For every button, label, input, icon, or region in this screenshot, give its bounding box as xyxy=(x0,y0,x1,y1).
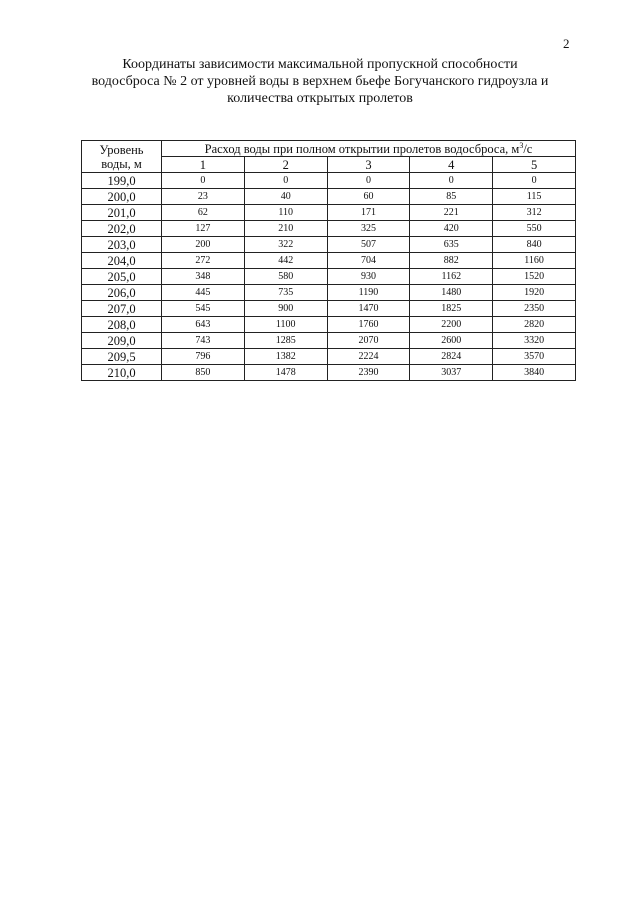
discharge-cell: 171 xyxy=(327,205,410,221)
discharge-cell: 930 xyxy=(327,269,410,285)
level-column-header xyxy=(82,141,162,173)
flow-header-superscript: 3 xyxy=(519,140,524,150)
discharge-cell: 3840 xyxy=(493,365,576,381)
table-row xyxy=(82,221,576,237)
title-line: водосброса № 2 от уровней воды в верхнем бьефе Богучанского гидроузла и xyxy=(91,74,549,89)
discharge-cell: 507 xyxy=(327,237,410,253)
flow-header-tail: /с xyxy=(523,141,533,156)
water-level-cell: 199,0 xyxy=(82,173,162,189)
table-row xyxy=(82,333,576,349)
discharge-cell: 1478 xyxy=(244,365,327,381)
flow-group-header xyxy=(162,141,576,157)
water-level-cell: 210,0 xyxy=(82,365,162,381)
discharge-cell: 1100 xyxy=(244,317,327,333)
table-row xyxy=(82,205,576,221)
discharge-cell: 1285 xyxy=(244,333,327,349)
discharge-cell: 580 xyxy=(244,269,327,285)
page-number: 2 xyxy=(563,36,570,51)
discharge-cell: 1160 xyxy=(493,253,576,269)
water-level-cell: 201,0 xyxy=(82,205,162,221)
discharge-cell: 0 xyxy=(244,173,327,189)
discharge-cell: 3320 xyxy=(493,333,576,349)
discharge-cell: 3037 xyxy=(410,365,493,381)
discharge-cell: 0 xyxy=(162,173,245,189)
discharge-cell: 0 xyxy=(327,173,410,189)
span-header-5: 5 xyxy=(493,157,576,173)
discharge-cell: 325 xyxy=(327,221,410,237)
water-level-cell: 208,0 xyxy=(82,317,162,333)
discharge-cell: 0 xyxy=(410,173,493,189)
flow-header-main: Расход воды при полном открытии пролетов водосброса, м xyxy=(204,141,520,156)
discharge-cell: 735 xyxy=(244,285,327,301)
discharge-cell: 0 xyxy=(493,173,576,189)
table-row xyxy=(82,253,576,269)
discharge-cell: 2200 xyxy=(410,317,493,333)
discharge-cell: 840 xyxy=(493,237,576,253)
discharge-cell: 796 xyxy=(162,349,245,365)
discharge-cell: 40 xyxy=(244,189,327,205)
discharge-cell: 442 xyxy=(244,253,327,269)
discharge-cell: 1382 xyxy=(244,349,327,365)
table-row xyxy=(82,365,576,381)
water-level-cell: 203,0 xyxy=(82,237,162,253)
discharge-cell: 60 xyxy=(327,189,410,205)
span-header-4: 4 xyxy=(410,157,493,173)
water-level-cell: 207,0 xyxy=(82,301,162,317)
title-line: Координаты зависимости максимальной пропускной способности xyxy=(122,57,518,72)
water-level-cell: 206,0 xyxy=(82,285,162,301)
water-level-cell: 209,5 xyxy=(82,349,162,365)
discharge-cell: 445 xyxy=(162,285,245,301)
water-level-cell: 204,0 xyxy=(82,253,162,269)
table-body xyxy=(82,173,576,381)
table-row xyxy=(82,269,576,285)
title-line: количества открытых пролетов xyxy=(227,91,413,106)
discharge-table xyxy=(81,140,576,381)
discharge-cell: 62 xyxy=(162,205,245,221)
discharge-cell: 2070 xyxy=(327,333,410,349)
water-level-cell: 200,0 xyxy=(82,189,162,205)
discharge-cell: 110 xyxy=(244,205,327,221)
discharge-cell: 1760 xyxy=(327,317,410,333)
document-title xyxy=(60,56,580,107)
discharge-cell: 2224 xyxy=(327,349,410,365)
table-row xyxy=(82,301,576,317)
discharge-cell: 2390 xyxy=(327,365,410,381)
discharge-cell: 210 xyxy=(244,221,327,237)
discharge-cell: 900 xyxy=(244,301,327,317)
discharge-cell: 221 xyxy=(410,205,493,221)
discharge-cell: 3570 xyxy=(493,349,576,365)
discharge-cell: 704 xyxy=(327,253,410,269)
discharge-cell: 420 xyxy=(410,221,493,237)
discharge-cell: 23 xyxy=(162,189,245,205)
discharge-cell: 1825 xyxy=(410,301,493,317)
discharge-cell: 312 xyxy=(493,205,576,221)
discharge-cell: 322 xyxy=(244,237,327,253)
table-row xyxy=(82,317,576,333)
discharge-cell: 85 xyxy=(410,189,493,205)
discharge-cell: 1190 xyxy=(327,285,410,301)
discharge-cell: 643 xyxy=(162,317,245,333)
table-row xyxy=(82,349,576,365)
table-row xyxy=(82,237,576,253)
discharge-cell: 200 xyxy=(162,237,245,253)
level-header-line1: Уровень xyxy=(99,142,144,157)
table-row xyxy=(82,173,576,189)
discharge-cell: 882 xyxy=(410,253,493,269)
water-level-cell: 209,0 xyxy=(82,333,162,349)
discharge-cell: 2820 xyxy=(493,317,576,333)
discharge-cell: 635 xyxy=(410,237,493,253)
discharge-cell: 2824 xyxy=(410,349,493,365)
discharge-cell: 1162 xyxy=(410,269,493,285)
discharge-cell: 850 xyxy=(162,365,245,381)
discharge-cell: 1470 xyxy=(327,301,410,317)
discharge-cell: 550 xyxy=(493,221,576,237)
table-row xyxy=(82,189,576,205)
level-header-line2: воды, м xyxy=(101,156,142,171)
span-header-2: 2 xyxy=(244,157,327,173)
discharge-cell: 2350 xyxy=(493,301,576,317)
discharge-cell: 2600 xyxy=(410,333,493,349)
discharge-cell: 1920 xyxy=(493,285,576,301)
water-level-cell: 202,0 xyxy=(82,221,162,237)
discharge-cell: 348 xyxy=(162,269,245,285)
discharge-cell: 545 xyxy=(162,301,245,317)
discharge-cell: 115 xyxy=(493,189,576,205)
span-header-3: 3 xyxy=(327,157,410,173)
discharge-cell: 127 xyxy=(162,221,245,237)
discharge-cell: 1520 xyxy=(493,269,576,285)
discharge-cell: 743 xyxy=(162,333,245,349)
discharge-cell: 1480 xyxy=(410,285,493,301)
discharge-cell: 272 xyxy=(162,253,245,269)
water-level-cell: 205,0 xyxy=(82,269,162,285)
span-header-1: 1 xyxy=(162,157,245,173)
table-row xyxy=(82,285,576,301)
